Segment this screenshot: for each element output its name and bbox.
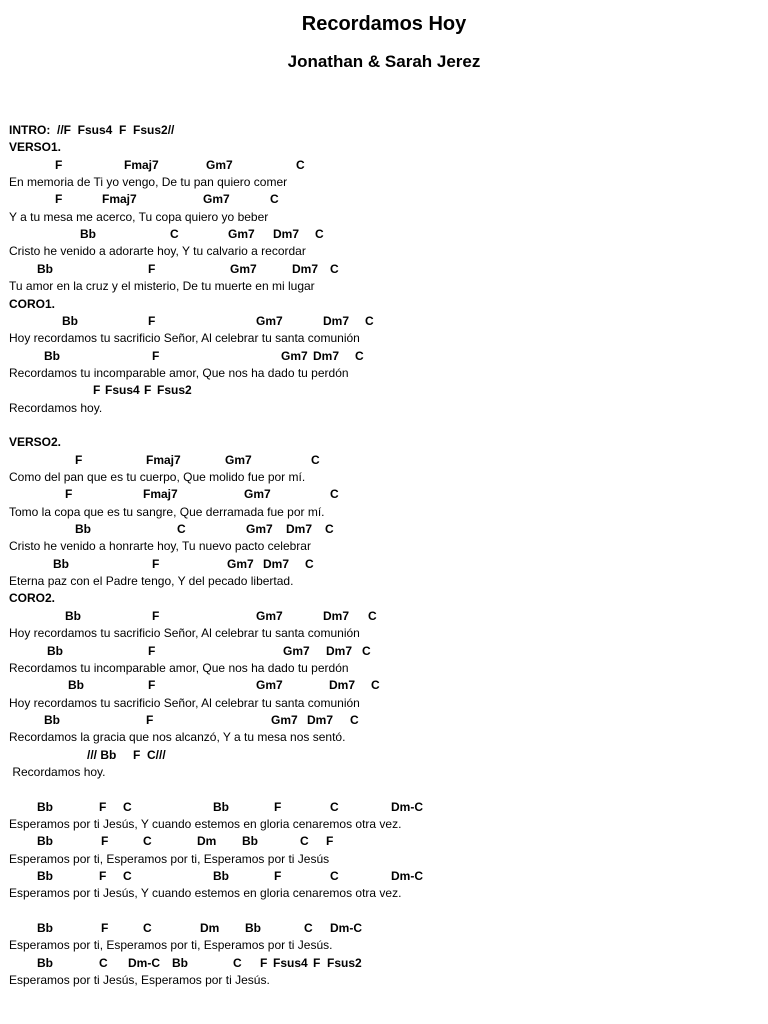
chord: Bb (245, 921, 261, 936)
chord-line (0, 712, 740, 729)
chord: C/// (147, 747, 166, 762)
chord: Gm7 (244, 487, 271, 502)
chord: Fsus4 (105, 383, 140, 398)
chord: Dm7 (329, 678, 356, 693)
chord: Gm7 (227, 556, 254, 571)
lyric-line: Esperamos por ti Jesús, Esperamos por ti Jesús. (9, 973, 270, 988)
chord: C (143, 834, 152, 849)
chord: Dm7 (292, 261, 319, 276)
chord: Dm7 (323, 608, 350, 623)
chord: C (305, 556, 314, 571)
chord: Fmaj7 (102, 192, 137, 207)
chord: Dm7 (263, 556, 290, 571)
chord: Gm7 (228, 227, 255, 242)
chord: C (123, 869, 132, 884)
chord: F (152, 348, 160, 363)
chord-line (0, 955, 740, 972)
chord: F (65, 487, 73, 502)
chord: F (55, 157, 63, 172)
chord: Bb (37, 869, 53, 884)
chord: Bb (213, 799, 229, 814)
chord: F (101, 834, 109, 849)
chord: Dm (197, 834, 217, 849)
chord: F (101, 921, 109, 936)
chord: F (146, 712, 154, 727)
chord: Bb (65, 608, 81, 623)
chord: F (274, 869, 282, 884)
chord: C (362, 643, 371, 658)
chord: Dm7 (326, 643, 353, 658)
chord: Fmaj7 (124, 157, 159, 172)
chord: Gm7 (256, 313, 283, 328)
lyric-line: Hoy recordamos tu sacrificio Señor, Al celebrar tu santa comunión (9, 626, 360, 641)
chord: Fmaj7 (146, 452, 181, 467)
chord-line (0, 261, 740, 278)
chord: F (152, 556, 160, 571)
chord-line (0, 226, 740, 243)
chord: C (365, 313, 374, 328)
chord: F (144, 383, 152, 398)
chord-line (0, 382, 740, 399)
chord-line (0, 313, 740, 330)
chord: Fmaj7 (143, 487, 178, 502)
chord: F (148, 643, 156, 658)
chord: Bb (37, 799, 53, 814)
chord: Bb (53, 556, 69, 571)
chord-line (0, 556, 740, 573)
chord: C (330, 261, 339, 276)
chord: F (133, 747, 141, 762)
chord: Gm7 (283, 643, 310, 658)
chord: C (143, 921, 152, 936)
chord: C (304, 921, 313, 936)
chord: C (355, 348, 364, 363)
chord-line (0, 521, 740, 538)
chord: C (99, 955, 108, 970)
chord: Dm-C (128, 955, 160, 970)
chord: F (99, 869, 107, 884)
chord: Dm7 (286, 522, 313, 537)
chord: C (330, 869, 339, 884)
lyric-line: Como del pan que es tu cuerpo, Que molido fue por mí. (9, 470, 306, 484)
lyric-line: Recordamos tu incomparable amor, Que nos ha dado tu perdón (9, 365, 349, 380)
chord: F (260, 955, 268, 970)
chord: Gm7 (203, 192, 230, 207)
section-label: INTRO: //F Fsus4 F Fsus2// (9, 123, 175, 137)
chord-line (0, 747, 740, 764)
section-label: CORO1. (9, 296, 56, 311)
chord: C (368, 608, 377, 623)
chord-line (0, 348, 740, 365)
chord-line (0, 868, 740, 885)
chord: Gm7 (256, 678, 283, 693)
chord: Fsus4 (273, 955, 308, 970)
chord: C (350, 712, 359, 727)
chord-line (0, 608, 740, 625)
chord: Dm7 (313, 348, 340, 363)
chord-line (0, 157, 740, 174)
chord: F (148, 678, 156, 693)
chord: Gm7 (206, 157, 233, 172)
lyric-line: Recordamos hoy. (9, 400, 103, 415)
chord-line (0, 191, 740, 208)
chord-line (0, 833, 740, 850)
chord: F (75, 452, 83, 467)
chord: Bb (44, 712, 60, 727)
chord: C (325, 522, 334, 537)
section-label: CORO2. (9, 591, 56, 606)
chord: F (99, 799, 107, 814)
chord: Dm7 (273, 227, 300, 242)
lyric-line: Cristo he venido a honrarte hoy, Tu nuevo pacto celebrar (9, 539, 311, 554)
section-label: VERSO1. (9, 140, 62, 155)
chord: Dm-C (391, 869, 423, 884)
chord: Bb (37, 261, 53, 276)
chord: Gm7 (281, 348, 308, 363)
chord: Gm7 (225, 452, 252, 467)
chord: Dm-C (391, 799, 423, 814)
lyric-line: Tomo la copa que es tu sangre, Que derramada fue por mí. (9, 504, 325, 519)
chord: Dm (200, 921, 220, 936)
chord: C (315, 227, 324, 242)
chord-line (0, 677, 740, 694)
chord: Bb (242, 834, 258, 849)
lyric-line: Esperamos por ti, Esperamos por ti, Esperamos por ti Jesús (9, 851, 330, 866)
lyric-line: Hoy recordamos tu sacrificio Señor, Al celebrar tu santa comunión (9, 331, 360, 346)
chord: Gm7 (256, 608, 283, 623)
chord: C (123, 799, 132, 814)
chord: C (177, 522, 186, 537)
chord-line (0, 643, 740, 660)
chord: Bb (44, 348, 60, 363)
lyric-line: En memoria de Ti yo vengo, De tu pan quiero comer (9, 175, 288, 190)
chord: C (330, 487, 339, 502)
chord: /// Bb (87, 747, 117, 762)
lyric-line: Y a tu mesa me acerco, Tu copa quiero yo beber (9, 209, 269, 224)
chord: Bb (47, 643, 63, 658)
chord: F (148, 313, 156, 328)
song-artist: Jonathan & Sarah Jerez (287, 52, 481, 71)
chord: F (274, 799, 282, 814)
lyric-line: Recordamos hoy. (9, 764, 106, 779)
chord: C (233, 955, 242, 970)
chord: Bb (62, 313, 78, 328)
lyric-line: Esperamos por ti, Esperamos por ti, Esperamos por ti Jesús. (9, 938, 333, 953)
chord: Fsus2 (327, 955, 362, 970)
lyric-line: Recordamos tu incomparable amor, Que nos ha dado tu perdón (9, 660, 349, 675)
chord: C (170, 227, 179, 242)
song-title: Recordamos Hoy (301, 13, 467, 35)
chord: Bb (172, 955, 188, 970)
chord: Bb (37, 834, 53, 849)
chord: F (313, 955, 321, 970)
chord: F (152, 608, 160, 623)
chord: C (270, 192, 279, 207)
chord: Bb (37, 921, 53, 936)
chord: C (311, 452, 320, 467)
lyric-line: Hoy recordamos tu sacrificio Señor, Al celebrar tu santa comunión (9, 695, 360, 710)
chord: F (326, 834, 334, 849)
chord: F (148, 261, 156, 276)
chord: Bb (80, 227, 96, 242)
chord: C (300, 834, 309, 849)
chord: Bb (68, 678, 84, 693)
chord: Fsus2 (157, 383, 192, 398)
chord: Dm-C (330, 921, 362, 936)
chord: Dm7 (307, 712, 334, 727)
chord: Bb (37, 955, 53, 970)
chord: F (55, 192, 63, 207)
lyric-line: Eterna paz con el Padre tengo, Y del pecado libertad. (9, 574, 294, 589)
chord-line (0, 486, 740, 503)
lyric-line: Esperamos por ti Jesús, Y cuando estemos en gloria cenaremos otra vez. (9, 817, 402, 831)
chord: Bb (213, 869, 229, 884)
lyric-line: Esperamos por ti Jesús, Y cuando estemos en gloria cenaremos otra vez. (9, 886, 402, 901)
chord: C (330, 799, 339, 814)
chord: C (296, 157, 305, 172)
chord: Dm7 (323, 313, 350, 328)
lyric-line: Recordamos la gracia que nos alcanzó, Y a tu mesa nos sentó. (9, 730, 346, 745)
section-label: VERSO2. (9, 435, 62, 450)
lyric-line: Tu amor en la cruz y el misterio, De tu muerte en mi lugar (9, 279, 315, 294)
chord: Bb (75, 522, 91, 537)
chord: F (93, 383, 101, 398)
chord-line (0, 799, 740, 816)
chord: C (371, 678, 380, 693)
chord: Gm7 (246, 522, 273, 537)
chord: Gm7 (230, 261, 257, 276)
chord: Gm7 (271, 712, 298, 727)
lyric-line: Cristo he venido a adorarte hoy, Y tu calvario a recordar (9, 244, 306, 259)
chord-line (0, 452, 740, 469)
chord-line (0, 920, 740, 937)
